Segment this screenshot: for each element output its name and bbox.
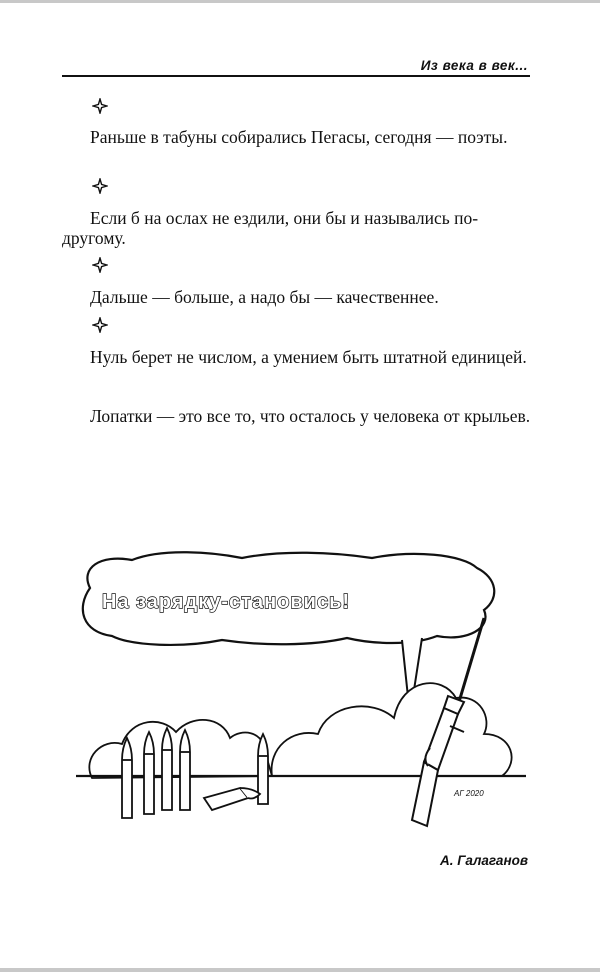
four-pointed-star-icon [92,178,108,194]
aphorism-text: Лопатки — это все то, что осталось у человека от крыльев. [90,406,531,426]
aphorism-3 [62,287,532,307]
aphorism-1 [62,127,532,147]
header-rule [62,75,530,77]
four-pointed-star-icon [92,257,108,273]
aphorism-text: Если б на ослах не ездили, они бы и назывались по-другому. [62,208,479,248]
page-top-edge [0,0,600,3]
aphorism-text: Нуль берет не числом, а умением быть штатной единицей. [90,347,527,367]
aphorism-4 [62,347,532,367]
aphorism-5 [62,406,532,426]
page-bottom-edge [0,968,600,972]
aphorism-text: Раньше в табуны собирались Пегасы, сегодня — поэты. [90,127,508,147]
illustrator-signature: А. Галаганов [439,853,528,868]
four-pointed-star-icon [92,317,108,333]
artist-mark: АГ 2020 [454,789,484,798]
aphorism-text: Дальше — больше, а надо бы — качественнее. [90,287,439,307]
aphorism-2 [62,208,532,248]
four-pointed-star-icon [92,98,108,114]
cartoon-illustration [72,548,532,848]
running-header: Из века в век... [420,58,528,73]
speech-bubble-text: На зарядку-становись! [102,591,351,613]
